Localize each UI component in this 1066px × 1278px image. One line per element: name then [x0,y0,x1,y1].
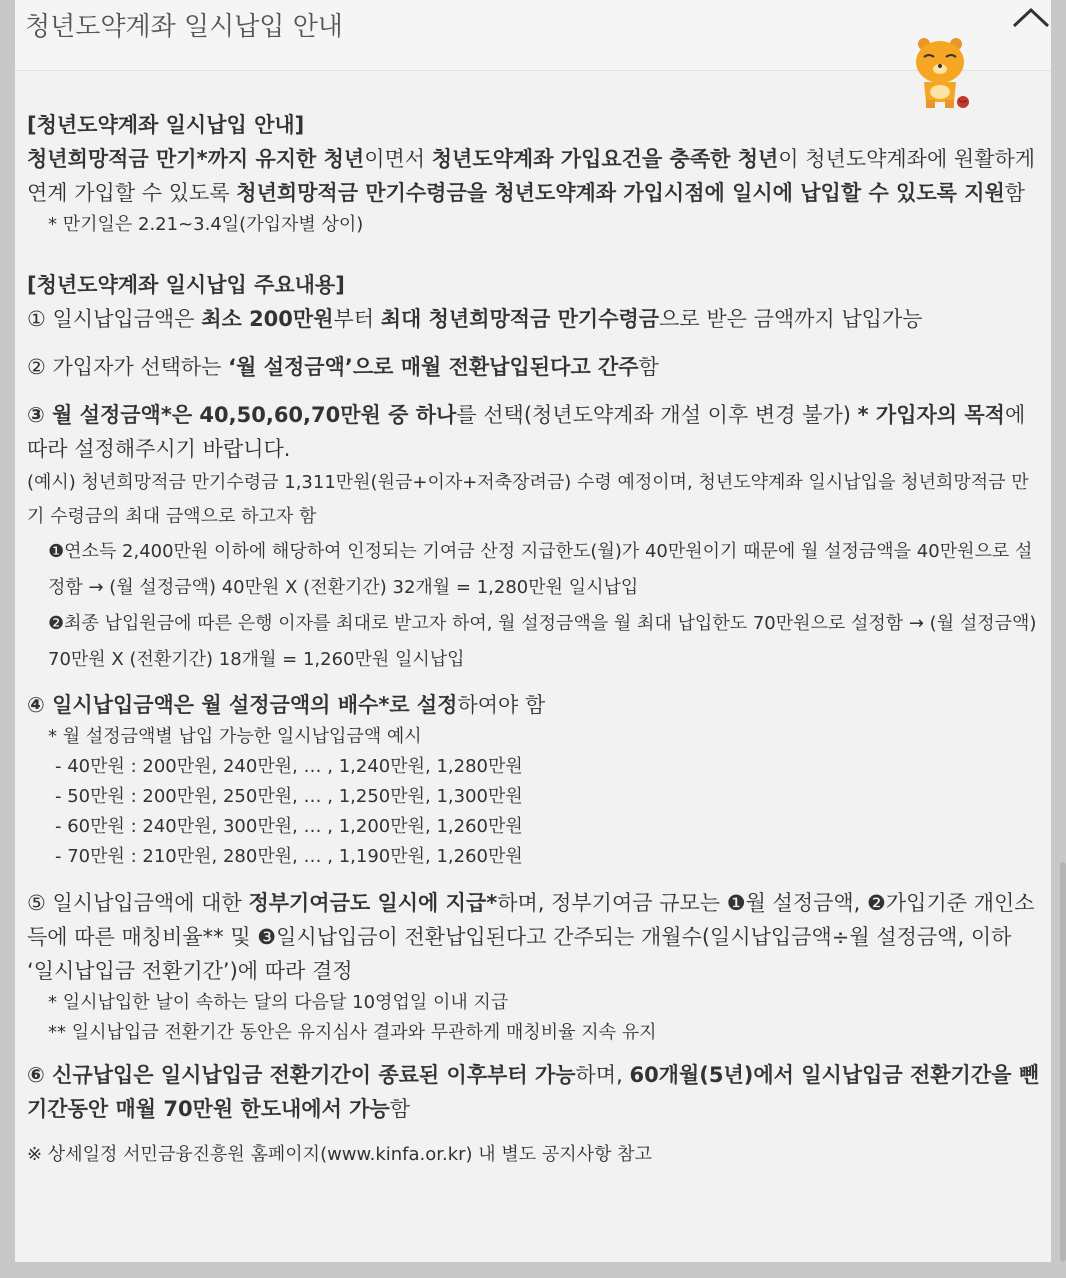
mascot-icon [910,36,974,112]
item-3-case-1: ❶연소득 2,400만원 이하에 해당하여 인정되는 기여금 산정 지급한도(월)가 40만원이기 때문에 월 설정금액을 40만원으로 설정함 → (월 설정금액) 40만원 X (전환기간) 32개월 = 1,280만원 일시납입 [48,541,1033,598]
item-2: ② 가입자가 선택하는 ‘월 설정금액’으로 매월 전환납입된다고 간주함 [27,355,659,379]
item-5: ⑤ 일시납입금액에 대한 정부기여금도 일시에 지급*하며, 정부기여금 규모는 ❶월 설정금액, ❷가입기준 개인소득에 따른 매칭비율** 및 ❸일시납입금이 전환납입된다고 간주되는 개월수(일시납입금액÷월 설정금액, 이하 ‘일시납입금 전환기간’)에 따라 결정 [27,891,1035,983]
item-6: ⑥ 신규납입은 일시납입금 전환기간이 종료된 이후부터 가능하며, 60개월(5년)에서 일시납입금 전환기간을 뺀 기간동안 매월 70만원 한도내에서 가능함 [27,1063,1039,1121]
item-4-note: * 월 설정금액별 납입 가능한 일시납입금액 예시 [48,726,422,747]
chevron-up-icon[interactable] [1011,4,1051,34]
notice-content [27,108,1045,1170]
item-5-footnote-1: * 일시납입한 날이 속하는 달의 다음달 10영업일 이내 지급 [48,992,509,1013]
item-1: ① 일시납입금액은 최소 200만원부터 최대 청년희망적금 만기수령금으로 받은 금액까지 납입가능 [27,307,923,331]
intro-paragraph: 청년희망적금 만기*까지 유지한 청년이면서 청년도약계좌 가입요건을 충족한 청년이 청년도약계좌에 원활하게 연계 가입할 수 있도록 청년희망적금 만기수령금을 청년도약계좌 가입시점에 일시에 납입할 수 있도록 지원함 [27,147,1036,205]
item-3: ③ 월 설정금액*은 40,50,60,70만원 중 하나를 선택(청년도약계좌 개설 이후 변경 불가) * 가입자의 목적에 따라 설정해주시기 바랍니다. [27,403,1026,461]
list-item: - 60만원 : 240만원, 300만원, … , 1,200만원, 1,260만원 [55,816,523,837]
scrollbar[interactable] [1060,862,1066,1262]
item-4: ④ 일시납입금액은 월 설정금액의 배수*로 설정하여야 함 [27,693,546,717]
list-item: - 70만원 : 210만원, 280만원, … , 1,190만원, 1,260만원 [55,846,523,867]
page-title: 청년도약계좌 일시납입 안내 [25,12,343,42]
notice-panel [15,0,1051,1262]
intro-footnote: * 만기일은 2.21~3.4일(가입자별 상이) [48,214,364,235]
closing-note: ※ 상세일정 서민금융진흥원 홈페이지(www.kinfa.or.kr) 내 별도 공지사항 참고 [27,1144,652,1165]
list-item: - 50만원 : 200만원, 250만원, … , 1,250만원, 1,300만원 [55,786,523,807]
item-5-footnote-2: ** 일시납입금 전환기간 동안은 유지심사 결과와 무관하게 매칭비율 지속 유지 [48,1022,657,1043]
panel-header [15,0,1051,71]
item-3-example: (예시) 청년희망적금 만기수령금 1,311만원(원금+이자+저축장려금) 수령 예정이며, 청년도약계좌 일시납입을 청년희망적금 만기 수령금의 최대 금액으로 하고자 함 [27,472,1029,527]
item-3-case-2: ❷최종 납입원금에 따른 은행 이자를 최대로 받고자 하여, 월 설정금액을 월 최대 납입한도 70만원으로 설정함 → (월 설정금액) 70만원 X (전환기간) 18개월 = 1,260만원 일시납입 [48,613,1037,670]
list-item: - 40만원 : 200만원, 240만원, … , 1,240만원, 1,280만원 [55,756,523,777]
main-heading: [청년도약계좌 일시납입 주요내용] [27,273,345,297]
intro-heading: [청년도약계좌 일시납입 안내] [27,113,305,137]
